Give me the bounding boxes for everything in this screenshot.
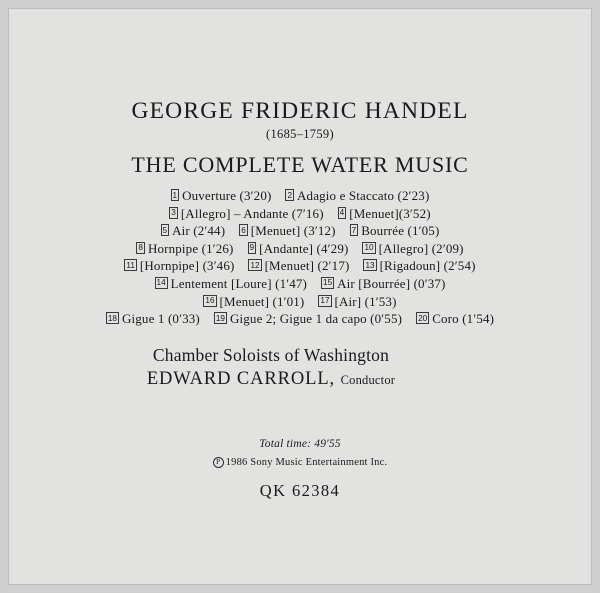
track-title: Coro (1′54) bbox=[432, 311, 495, 327]
track-title: [Allegro] (2′09) bbox=[378, 240, 464, 256]
track-number-badge: 12 bbox=[250, 260, 260, 270]
track-row bbox=[161, 222, 440, 240]
track-title: Gigue 2; Gigue 1 da capo (0′55) bbox=[229, 311, 403, 327]
track-title: [Andante] (4′29) bbox=[259, 240, 349, 256]
track-number-badge: 6 bbox=[241, 225, 246, 235]
track-title: Adagio e Staccato (2′23) bbox=[297, 188, 430, 203]
track-number-badge: 19 bbox=[215, 313, 225, 323]
track-number-badge: 8 bbox=[138, 243, 143, 253]
track-title: [Menuet] (2′17) bbox=[264, 258, 350, 274]
track-row bbox=[155, 275, 446, 293]
track-number-badge: 18 bbox=[107, 313, 117, 323]
tracklist bbox=[8, 187, 592, 328]
total-time-label: Total time: 49′55 bbox=[259, 437, 341, 450]
conductor-role-label: Conductor bbox=[340, 372, 396, 387]
track-title: Hornpipe (1′26) bbox=[147, 240, 234, 256]
track-number-badge: 20 bbox=[418, 313, 428, 323]
track-title: Bourrée (1′05) bbox=[361, 223, 440, 239]
copyright-line bbox=[213, 457, 388, 469]
phonogram-copyright-icon: P bbox=[213, 457, 224, 468]
track-title: Gigue 1 (0′33) bbox=[121, 311, 200, 327]
conductor-credit bbox=[147, 369, 395, 390]
track-number-badge: 15 bbox=[323, 278, 333, 288]
track-row bbox=[136, 240, 463, 258]
track-title: [Menuet](3′52) bbox=[349, 205, 431, 221]
track-number-badge: 2 bbox=[287, 190, 293, 200]
conductor-name: EDWARD CARROLL, bbox=[146, 368, 336, 389]
track-number-badge: 5 bbox=[162, 225, 168, 235]
cd-booklet-back-cover bbox=[8, 8, 592, 585]
track-title: Lentement [Loure] (1′47) bbox=[170, 275, 308, 291]
track-title: [Rigadoun] (2′54) bbox=[379, 258, 476, 274]
track-row bbox=[203, 293, 396, 311]
track-number-badge: 14 bbox=[156, 278, 166, 288]
track-number-badge: 16 bbox=[205, 296, 215, 306]
track-title: [Menuet] (1′01) bbox=[219, 293, 305, 309]
copyright-text: 1986 Sony Music Entertainment Inc. bbox=[225, 456, 388, 468]
track-title: Air (2′44) bbox=[172, 223, 226, 239]
track-title: [Allegro] – Andante (7′16) bbox=[180, 205, 324, 221]
track-number-badge: 10 bbox=[364, 243, 374, 253]
track-title: [Menuet] (3′12) bbox=[250, 223, 336, 239]
catalog-number: QK 62384 bbox=[259, 481, 341, 501]
ensemble-name: Chamber Soloists of Washington bbox=[152, 344, 390, 365]
track-number-badge: 3 bbox=[171, 208, 176, 218]
track-row bbox=[124, 257, 475, 275]
track-number-badge: 17 bbox=[320, 296, 330, 306]
track-row bbox=[106, 310, 494, 328]
track-number-badge: 7 bbox=[351, 225, 357, 235]
track-title: Air [Bourrée] (0′37) bbox=[337, 275, 446, 291]
composer-name: GEORGE FRIDERIC HANDEL bbox=[131, 98, 469, 124]
track-number-badge: 1 bbox=[172, 190, 178, 200]
track-title: [Air] (1′53) bbox=[334, 293, 397, 309]
track-title: Ouverture (3′20) bbox=[182, 188, 272, 203]
composer-dates: (1685–1759) bbox=[266, 127, 334, 141]
booklet-page bbox=[8, 8, 592, 585]
track-row bbox=[169, 205, 430, 223]
track-number-badge: 9 bbox=[249, 243, 255, 253]
track-title: [Hornpipe] (3′46) bbox=[139, 258, 235, 274]
track-row bbox=[171, 187, 430, 205]
album-title: THE COMPLETE WATER MUSIC bbox=[131, 152, 469, 177]
track-number-badge: 11 bbox=[126, 260, 135, 270]
track-number-badge: 4 bbox=[339, 208, 345, 218]
booklet-footer bbox=[213, 438, 388, 502]
track-number-badge: 13 bbox=[365, 260, 375, 270]
